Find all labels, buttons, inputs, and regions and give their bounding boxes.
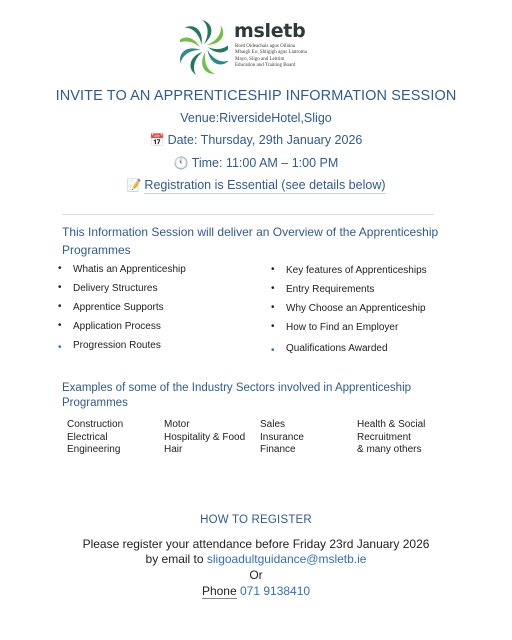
list-item: • Key features of Apprenticeships bbox=[271, 264, 427, 283]
register-deadline: Please register your attendance before Friday 23rd January 2026 bbox=[82, 537, 430, 551]
list-item: • Apprentice Supports bbox=[58, 301, 186, 320]
sectors-heading: Examples of some of the Industry Sectors involved in Apprenticeship Programmes bbox=[62, 382, 412, 409]
register-email-prefix: by email to bbox=[145, 552, 207, 566]
list-item: • Entry Requirements bbox=[271, 283, 427, 302]
sector-item: Insurance bbox=[260, 431, 304, 443]
list-item: • Why Choose an Apprenticeship bbox=[271, 302, 427, 321]
venue-text: Venue:RiversideHotel,Sligo bbox=[180, 111, 332, 125]
logo-subtitle-line: Mhaigh Eo, Shligigh agus Liatroma bbox=[235, 50, 307, 55]
logo-subtitle-line: Bord Oideachais agus Oiliúna bbox=[235, 44, 296, 49]
register-email-link[interactable]: sligoadultguidance@msletb.ie bbox=[206, 552, 367, 566]
sector-item: Hair bbox=[164, 444, 183, 455]
register-phone-label: Phone bbox=[201, 584, 237, 598]
sector-column bbox=[164, 419, 245, 457]
list-item: • Whatis an Apprenticeship bbox=[58, 263, 186, 282]
logo-wordmark: msletb bbox=[234, 20, 306, 42]
date-text: Date: Thursday, 29th January 2026 bbox=[167, 133, 363, 147]
sector-column bbox=[67, 419, 123, 457]
msletb-logo bbox=[180, 18, 340, 80]
list-item: • Qualifications Awarded bbox=[271, 342, 427, 361]
list-item: • Progression Routes bbox=[58, 339, 186, 358]
swirl-logo-icon bbox=[180, 18, 228, 78]
list-item: • Delivery Structures bbox=[58, 282, 186, 301]
sector-column bbox=[357, 419, 425, 457]
how-to-register-heading: HOW TO REGISTER bbox=[200, 514, 312, 526]
page-title: INVITE TO AN APPRENTICESHIP INFORMATION SESSION bbox=[55, 88, 457, 104]
time-line bbox=[0, 156, 512, 170]
sector-item: Motor bbox=[164, 419, 190, 430]
logo-subtitle-line: Mayo, Sligo and Leitrim bbox=[235, 57, 285, 62]
list-item: • Application Process bbox=[58, 320, 186, 339]
registration-line bbox=[0, 178, 512, 192]
sector-item: Hospitality & Food bbox=[164, 431, 246, 443]
register-phone-link[interactable]: 071 9138410 bbox=[239, 584, 311, 598]
sector-item: Sales bbox=[260, 419, 286, 430]
overview-heading: This Information Session will deliver an Overview of the Apprenticeship Programmes bbox=[62, 225, 439, 257]
memo-icon: 📝 bbox=[126, 178, 142, 192]
topics-left-list bbox=[58, 263, 186, 358]
time-text: Time: 11:00 AM – 1:00 PM bbox=[191, 156, 339, 170]
sector-item: & many others bbox=[357, 444, 422, 455]
registration-text: Registration is Essential (see details below) bbox=[144, 178, 386, 192]
sector-item: Health & Social bbox=[357, 419, 426, 430]
register-phone-line bbox=[0, 584, 512, 598]
sector-item: Finance bbox=[260, 444, 296, 455]
register-email-line bbox=[0, 552, 512, 566]
divider bbox=[62, 214, 434, 215]
venue-line bbox=[0, 111, 512, 125]
list-item: • How to Find an Employer bbox=[271, 321, 427, 340]
clock-icon: 🕚 bbox=[173, 156, 189, 170]
topics-right-list bbox=[271, 264, 427, 359]
logo-subtitle-line: Education and Training Board bbox=[235, 63, 296, 68]
calendar-icon: 📅 bbox=[149, 133, 165, 147]
sector-item: Engineering bbox=[67, 444, 121, 455]
sector-item: Construction bbox=[67, 419, 124, 430]
sector-column bbox=[260, 419, 304, 457]
register-or: Or bbox=[249, 568, 263, 582]
sector-item: Recruitment bbox=[357, 431, 411, 443]
sector-item: Electrical bbox=[67, 431, 108, 443]
date-line bbox=[0, 133, 512, 147]
